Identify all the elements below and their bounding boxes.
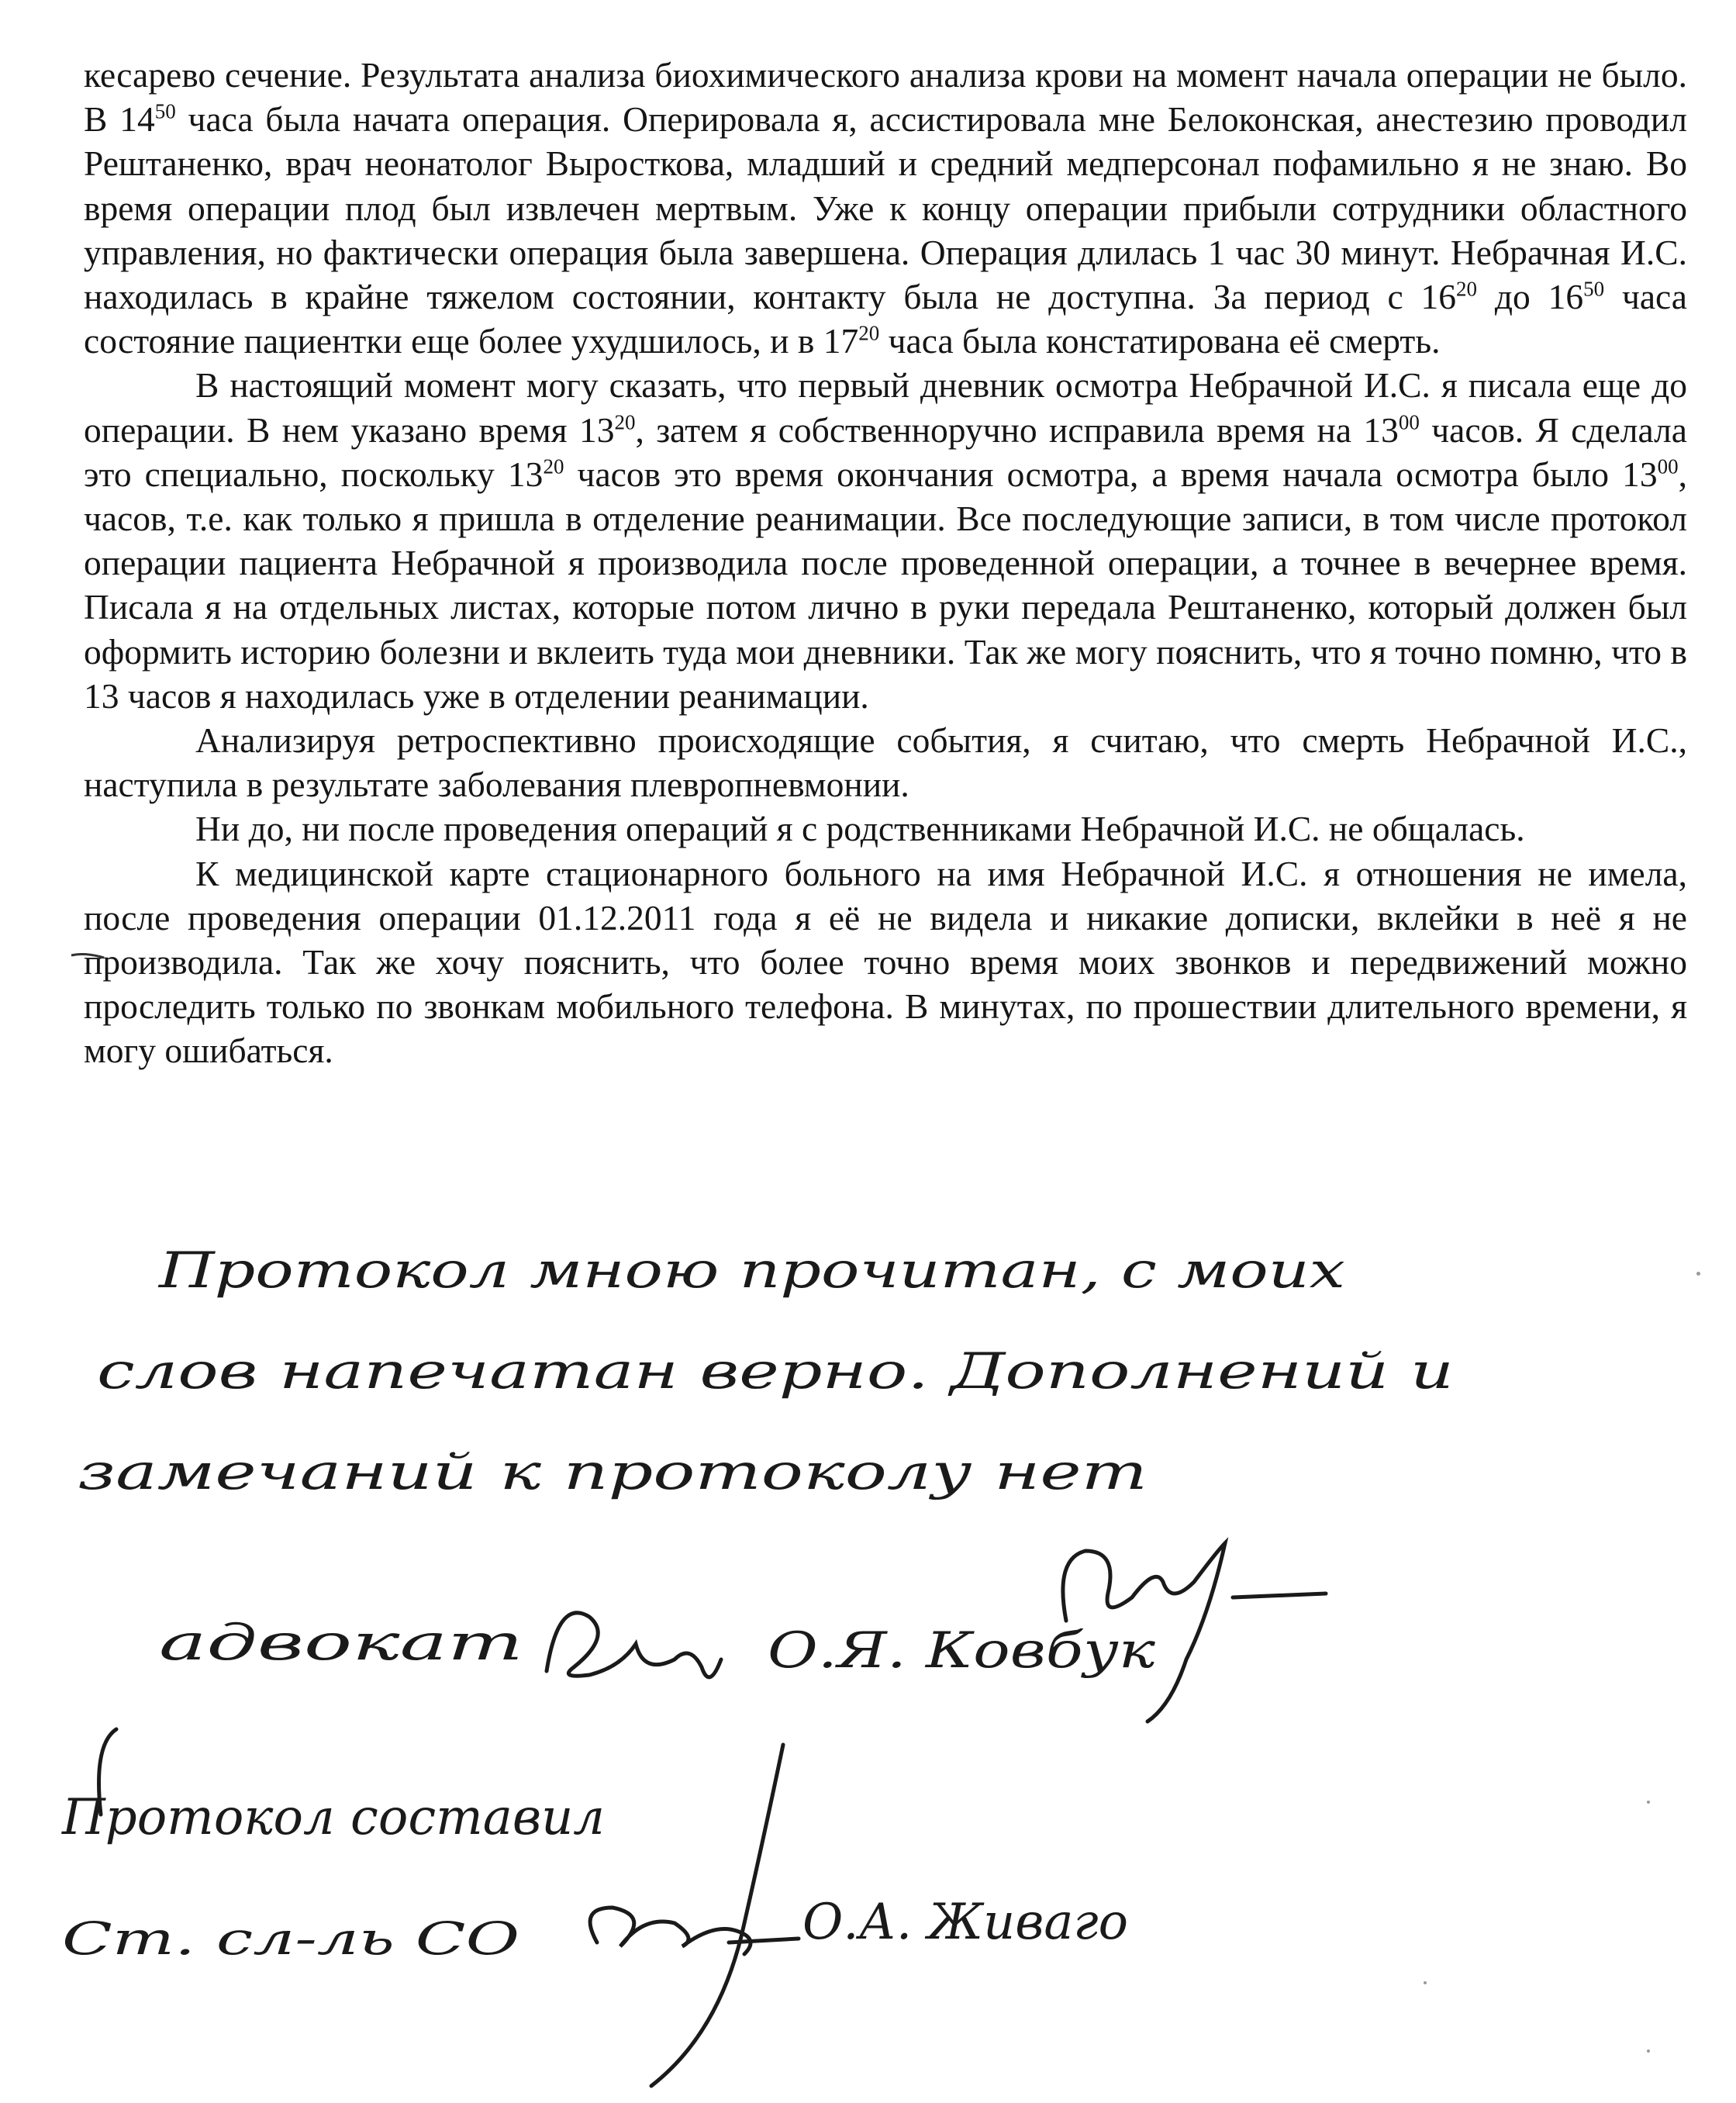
time-superscript: 00 [1657,454,1679,478]
time-superscript: 20 [543,454,564,478]
scan-speck [1696,1272,1700,1276]
handwritten-line-6: Ст. сл-ль СО [62,1912,519,1965]
text-run: часа состояние пациентки еще более ухудшилось, и в 17 [84,277,1687,361]
time-superscript: 50 [1583,277,1605,301]
text-run: часов это время окончания осмотра, а время начала осмотра было 13 [564,454,1658,494]
time-superscript: 20 [614,409,636,433]
time-superscript: 50 [154,99,176,123]
time-superscript: 20 [1456,277,1478,301]
text-run: Ни до, ни после проведения операций я с родственниками Небрачной И.С. не общалась. [195,809,1525,849]
investigator-signature [99,1729,799,2086]
text-run: К медицинской карте стационарного больного на имя Небрачной И.С. я отношения не имела, после проведения операции 01.12.2011 года я её не видела и никакие дописки, вклейки в неё я не производила. Так же хочу пояснить, что более точно время моих звонков и передвижений можно проследить только по звонкам мобильного телефона. В минутах, по прошествии длительного времени, я могу ошибаться. [84,853,1687,1071]
time-superscript: 00 [1398,409,1420,433]
handwritten-line-3: замечаний к протоколу нет [78,1444,1148,1501]
handwritten-line-1: Протокол мною прочитан, с моих [157,1242,1346,1300]
text-run: кесарево сечение. Результата анализа биохимического анализа крови на момент начала операции не было. В 14 [84,55,1687,140]
text-run: Анализируя ретроспективно происходящие события, я считаю, что смерть Небрачной И.С., наступила в результате заболевания плевропневмонии. [84,720,1687,805]
text-run: до 16 [1477,277,1584,317]
text-run: часа была начата операция. Оперировала я, ассистировала мне Белоконская, анестезию проводил Рештаненко, врач неонатолог Выросткова, младший и средний медперсонал пофамильно я не знаю. Во время операции плод был извлечен мертвым. Уже к концу операции прибыли сотрудники областного управления, но фактически операция была завершена. Операция длилась 1 час 30 минут. Небрачная И.С. находилась в крайне тяжелом состоянии, контакту была не доступна. За период с 16 [84,99,1687,317]
handwritten-line-4: адвокат [159,1614,523,1672]
text-run: часов. Я сделала это специально, поскольку 13 [84,409,1687,494]
handwritten-line-4-name: О.Я. Ковбук [768,1622,1156,1680]
scan-speck [1647,1801,1650,1804]
scan-speck [1647,2049,1650,2053]
text-run: , часов, т.е. как только я пришла в отделение реанимации. Все последующие записи, в том числе протокол операции пациента Небрачной я производила после проведенной операции, а точнее в вечернее время. Писала я на отдельных листах, которые потом лично в руки передала Рештаненко, который должен был оформить историю болезни и вклеить туда мои дневники. Так же могу пояснить, что я точно помню, что в 13 часов я находилась уже в отделении реанимации. [84,454,1687,716]
handwritten-line-5: Протокол составил [61,1789,606,1846]
scan-speck [1424,1981,1427,1984]
time-superscript: 20 [858,321,880,345]
text-run: часа была констатирована её смерть. [879,321,1441,361]
handwritten-line-6-name: О.А. Живаго [802,1894,1128,1951]
text-run: , затем я собственноручно исправила время на 13 [635,409,1399,450]
handwritten-line-2: слов напечатан верно. Дополнений и [97,1343,1454,1400]
text-run: В настоящий момент могу сказать, что первый дневник осмотра Небрачной И.С. я писала еще до операции. В нем указано время 13 [84,365,1687,450]
